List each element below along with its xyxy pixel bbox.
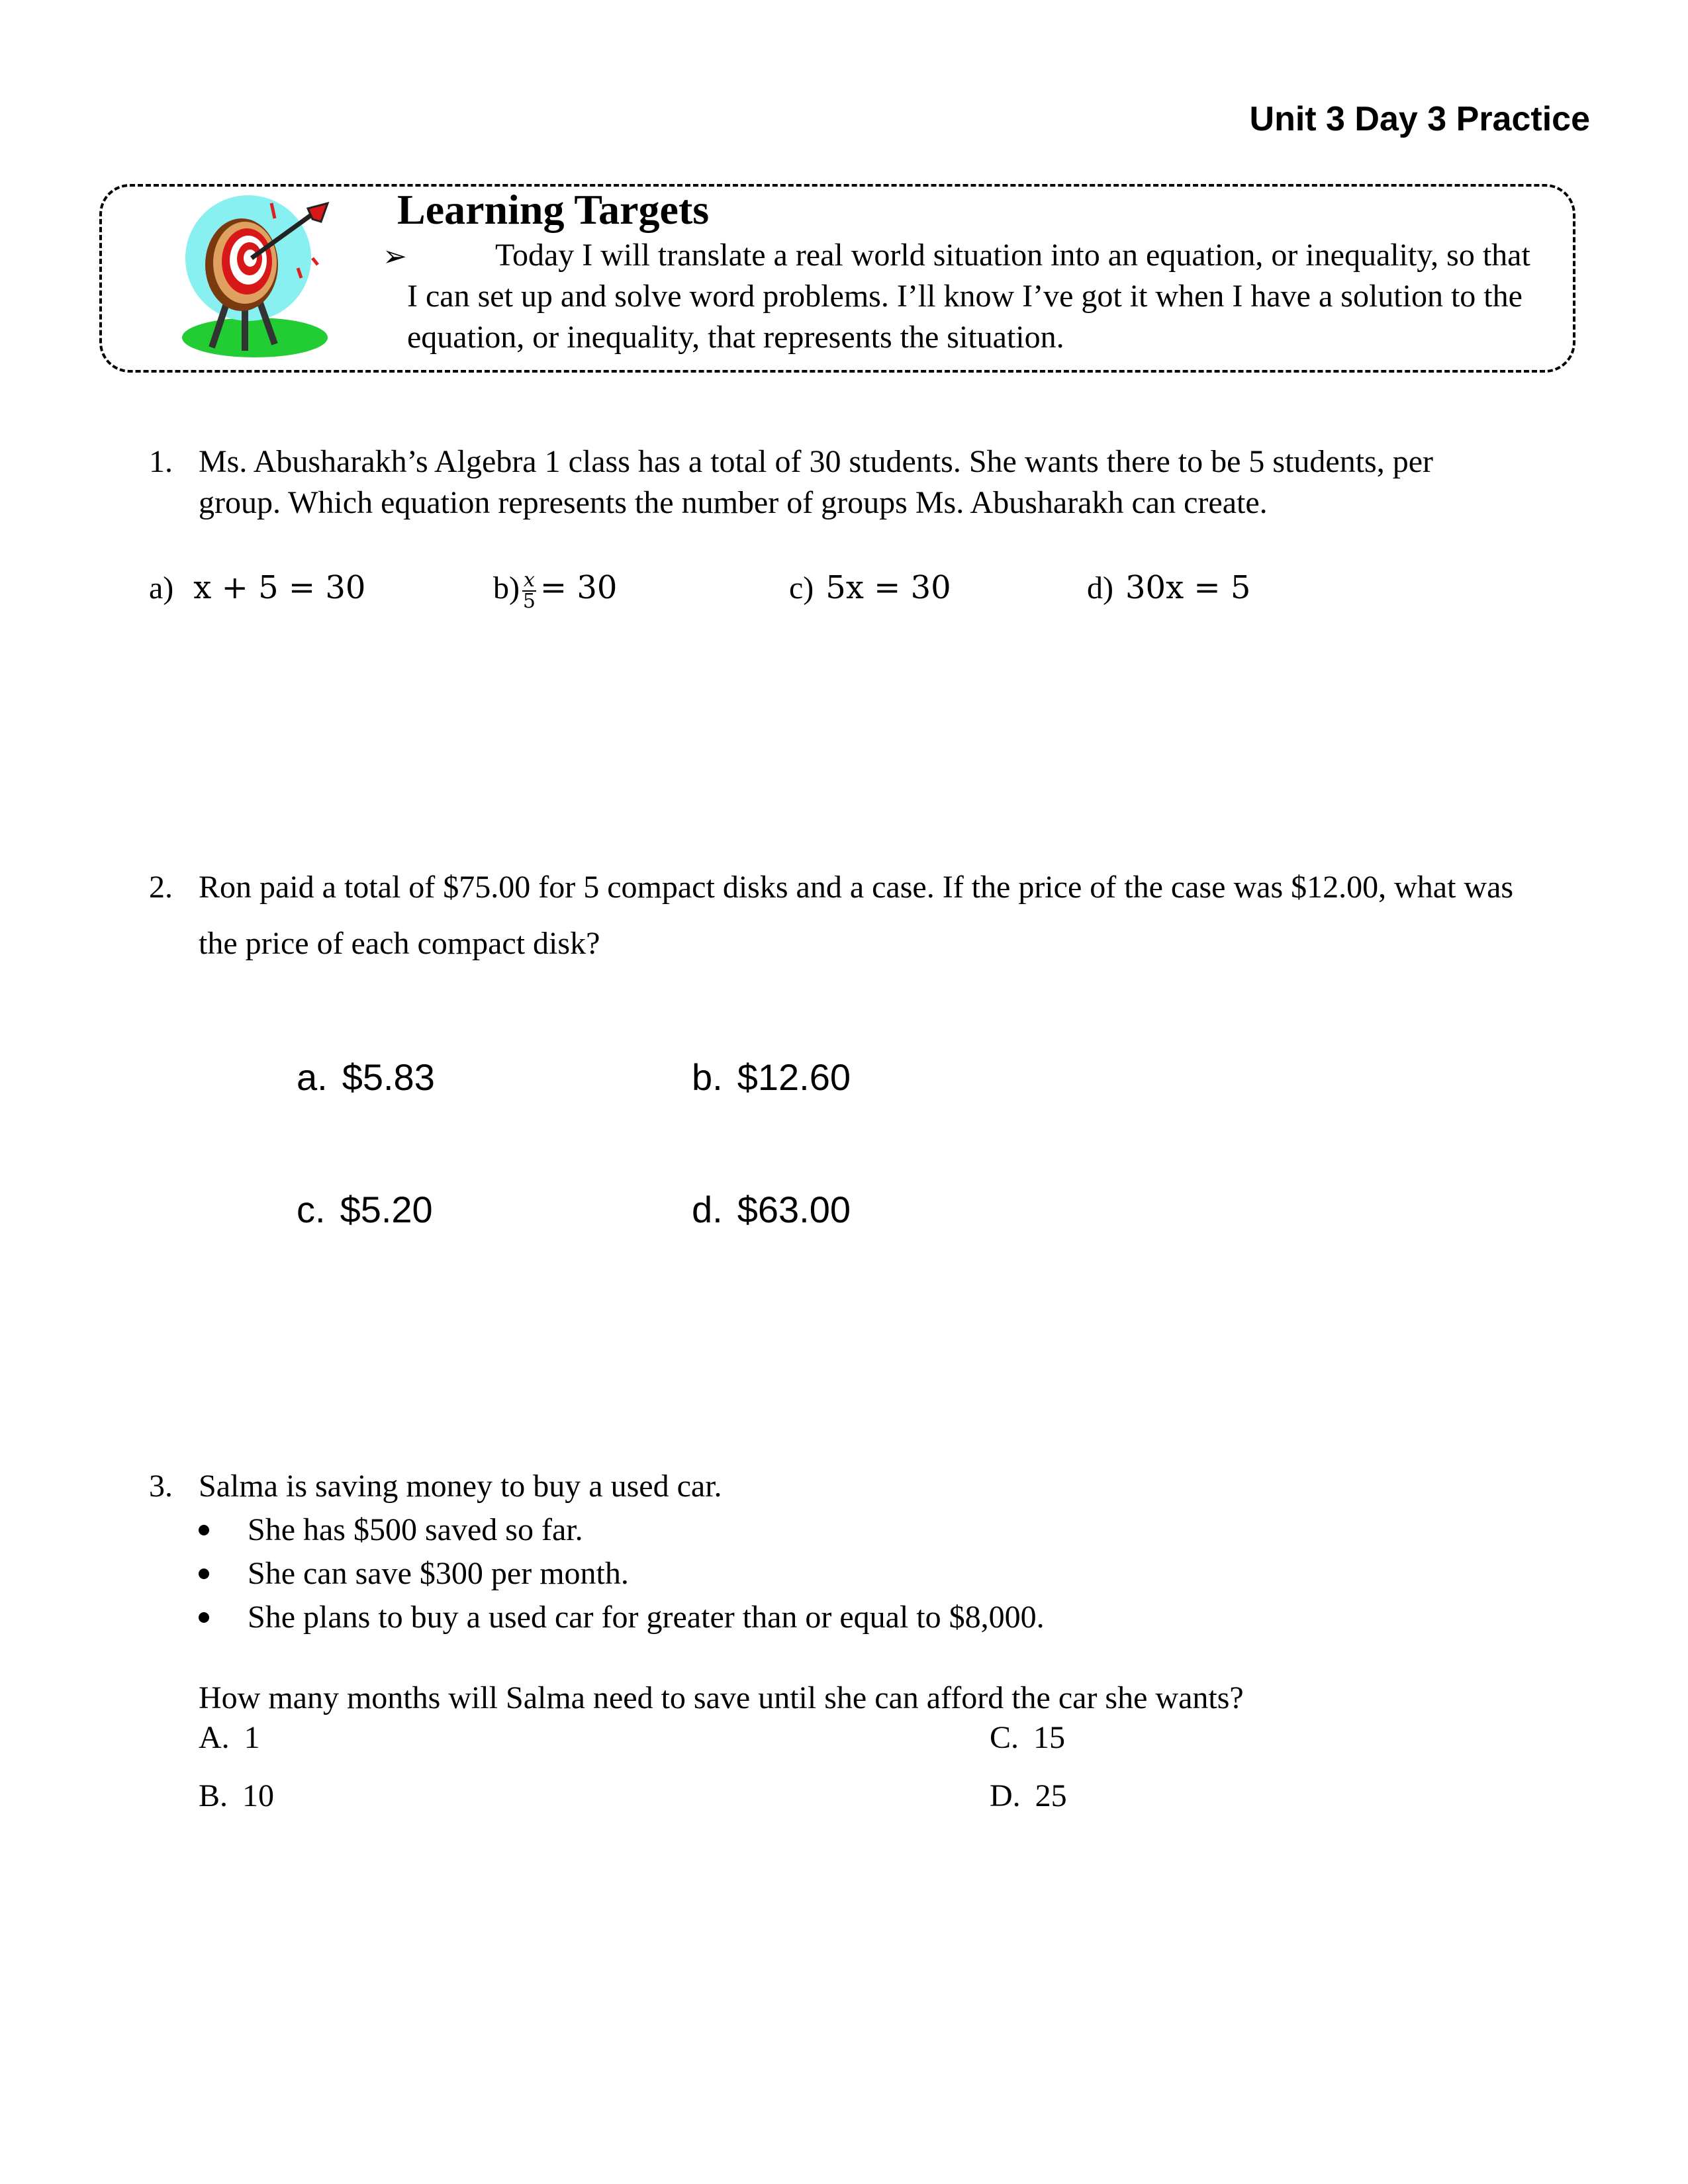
question-1-line-1: Ms. Abusharakh’s Algebra 1 class has a total of 30 students. She wants there to be 5 students, per xyxy=(199,444,1434,479)
question-2-line-2: the price of each compact disk? xyxy=(199,926,600,961)
page-title: Unit 3 Day 3 Practice xyxy=(1249,100,1590,138)
question-3-prompt: How many months will Salma need to save until she can afford the car she wants? xyxy=(199,1680,1244,1715)
q1-option-c[interactable] xyxy=(789,569,951,606)
bullet-icon xyxy=(199,1612,209,1623)
arrow-bullet-icon: ➢ xyxy=(383,240,407,273)
question-3-bullet-1 xyxy=(199,1510,583,1551)
q1-option-d[interactable] xyxy=(1087,569,1250,606)
q1-option-a-label: a) xyxy=(149,570,174,606)
q2-option-d-value: $63.00 xyxy=(737,1189,851,1230)
question-3-number: 3. xyxy=(149,1469,173,1504)
question-2-line-1: Ron paid a total of $75.00 for 5 compact disks and a case. If the price of the case was $12.00, what was xyxy=(199,870,1514,905)
q1-option-d-label: d) xyxy=(1087,570,1113,606)
q3-option-c-value: 15 xyxy=(1033,1720,1066,1755)
q3-option-d-letter: D. xyxy=(990,1778,1021,1813)
learning-target-line-2: I can set up and solve word problems. I’ll know I’ve got it when I have a solution to the xyxy=(407,279,1523,314)
q2-option-a[interactable] xyxy=(297,1056,435,1099)
q2-option-a-letter: a. xyxy=(297,1056,328,1098)
question-3-bullet-2-text: She can save $300 per month. xyxy=(248,1556,629,1591)
q1-option-a[interactable] xyxy=(149,569,365,606)
q1-option-a-expr: x + 5 = 30 xyxy=(193,569,366,606)
q1-option-b[interactable] xyxy=(493,569,617,612)
q3-option-d[interactable] xyxy=(990,1776,1067,1817)
question-1-line-2: group. Which equation represents the number of groups Ms. Abusharakh can create. xyxy=(199,485,1268,520)
question-2-number: 2. xyxy=(149,870,173,905)
q1-option-d-expr: 30x = 5 xyxy=(1125,569,1251,606)
q1-option-b-rest: = 30 xyxy=(539,569,618,606)
q2-option-a-value: $5.83 xyxy=(342,1056,435,1098)
question-3-bullet-2 xyxy=(199,1553,629,1594)
q1-option-b-numerator: x xyxy=(523,568,535,592)
question-3-intro: Salma is saving money to buy a used car. xyxy=(199,1469,722,1504)
q3-option-b-letter: B. xyxy=(199,1778,228,1813)
q3-option-a-value: 1 xyxy=(244,1720,260,1755)
question-3-bullet-3 xyxy=(199,1597,1045,1638)
q2-option-c[interactable] xyxy=(297,1188,433,1231)
q3-option-c-letter: C. xyxy=(990,1720,1019,1755)
q2-option-c-value: $5.20 xyxy=(340,1189,433,1230)
q1-option-c-expr: 5x = 30 xyxy=(825,569,951,606)
q2-option-d[interactable] xyxy=(692,1188,851,1231)
learning-targets-heading: Learning Targets xyxy=(397,186,710,233)
q2-option-b[interactable] xyxy=(692,1056,851,1099)
q2-option-d-letter: d. xyxy=(692,1189,723,1230)
bullet-icon xyxy=(199,1569,209,1579)
q3-option-a-letter: A. xyxy=(199,1720,230,1755)
learning-target-line-1: Today I will translate a real world situation into an equation, or inequality, so that xyxy=(495,238,1530,273)
q3-option-c[interactable] xyxy=(990,1717,1065,1758)
target-bullseye-icon xyxy=(165,189,344,367)
q2-option-b-value: $12.60 xyxy=(737,1056,851,1098)
question-3-bullet-1-text: She has $500 saved so far. xyxy=(248,1512,583,1547)
question-1-number: 1. xyxy=(149,444,173,479)
question-3-bullet-3-text: She plans to buy a used car for greater than or equal to $8,000. xyxy=(248,1600,1045,1635)
q1-option-b-denominator: 5 xyxy=(522,589,536,613)
q3-option-a[interactable] xyxy=(199,1717,260,1758)
q3-option-d-value: 25 xyxy=(1035,1778,1067,1813)
q1-option-c-label: c) xyxy=(789,570,814,606)
q2-option-c-letter: c. xyxy=(297,1189,326,1230)
q3-option-b-value: 10 xyxy=(242,1778,275,1813)
learning-target-line-3: equation, or inequality, that represents the situation. xyxy=(407,320,1064,355)
q2-option-b-letter: b. xyxy=(692,1056,723,1098)
q1-option-b-fraction xyxy=(522,570,536,612)
q3-option-b[interactable] xyxy=(199,1776,274,1817)
bullet-icon xyxy=(199,1525,209,1535)
q1-option-b-label: b) xyxy=(493,570,520,606)
